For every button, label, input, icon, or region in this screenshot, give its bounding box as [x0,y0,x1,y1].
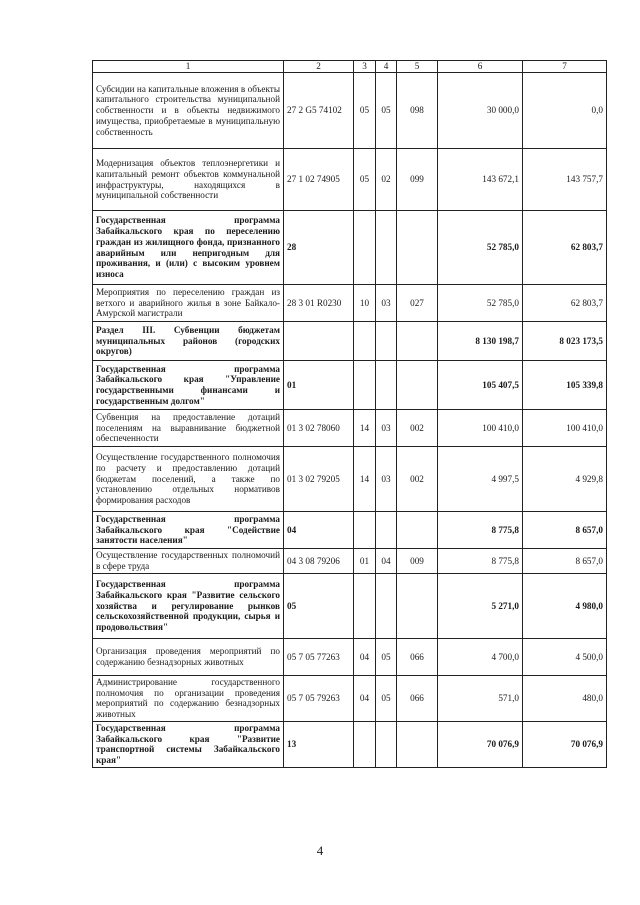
amount-cell-col6: 52 785,0 [438,285,523,322]
page-number: 4 [316,843,324,858]
subsection-cell: 02 [376,149,397,211]
budget-table [92,60,607,768]
item-name-cell: Субсидии на капитальные вложения в объекты капитального строительства муниципальной собственности и в объекты недвижимого имущества, приобретаемые в муниципальную собственность [93,73,284,149]
table-row [93,676,607,722]
section-cell [354,512,376,549]
amount-cell-col6: 52 785,0 [438,211,523,285]
subsection-cell: 03 [376,410,397,447]
amount-cell-col6: 8 130 198,7 [438,322,523,361]
amount-cell-col7: 62 803,7 [523,285,607,322]
table-row [93,447,607,512]
table-row [93,73,607,149]
section-cell: 01 [354,549,376,574]
section-cell: 05 [354,73,376,149]
amount-cell-col7: 143 757,7 [523,149,607,211]
target-code-cell: 01 3 02 78060 [284,410,354,447]
amount-cell-col7: 4 929,8 [523,447,607,512]
amount-cell-col7: 62 803,7 [523,211,607,285]
expense-type-cell [397,361,438,410]
item-name-cell: Осуществление государственного полномочия по расчету и предоставлению дотаций бюджетам поселений, а также по установлению отдельных нормативов формирования расходов [93,447,284,512]
target-code-cell: 13 [284,721,354,767]
header-cell: 4 [376,61,397,73]
table-row [93,149,607,211]
amount-cell-col6: 70 076,9 [438,721,523,767]
amount-cell-col6: 8 775,8 [438,549,523,574]
section-cell: 14 [354,447,376,512]
subsection-cell [376,574,397,639]
subsection-cell [376,512,397,549]
amount-cell-col6: 4 997,5 [438,447,523,512]
target-code-cell: 27 2 G5 74102 [284,73,354,149]
expense-type-cell: 099 [397,149,438,211]
item-name-cell: Модернизация объектов теплоэнергетики и капитальный ремонт объектов коммунальной инфраструктуры, находящихся в муниципальной собственности [93,149,284,211]
header-cell: 6 [438,61,523,73]
section-cell: 14 [354,410,376,447]
item-name-cell: Администрирование государственного полномочия по организации проведения мероприятий по содержанию безнадзорных животных [93,676,284,722]
subsection-cell: 04 [376,549,397,574]
section-cell [354,721,376,767]
expense-type-cell: 066 [397,639,438,676]
table-body [93,61,607,768]
amount-cell-col7: 0,0 [523,73,607,149]
target-code-cell: 04 [284,512,354,549]
target-code-cell: 28 [284,211,354,285]
section-cell [354,322,376,361]
target-code-cell: 01 [284,361,354,410]
header-cell: 3 [354,61,376,73]
subsection-cell: 03 [376,447,397,512]
expense-type-cell: 098 [397,73,438,149]
amount-cell-col6: 8 775,8 [438,512,523,549]
section-cell [354,361,376,410]
table-row [93,721,607,767]
table-row [93,211,607,285]
section-cell [354,574,376,639]
header-cell: 5 [397,61,438,73]
subsection-cell [376,361,397,410]
table-row [93,285,607,322]
amount-cell-col6: 4 700,0 [438,639,523,676]
expense-type-cell [397,574,438,639]
item-name-cell: Субвенция на предоставление дотаций поселениям на выравнивание бюджетной обеспеченности [93,410,284,447]
amount-cell-col7: 480,0 [523,676,607,722]
target-code-cell: 27 1 02 74905 [284,149,354,211]
subsection-cell: 05 [376,639,397,676]
target-code-cell: 28 3 01 R0230 [284,285,354,322]
amount-cell-col6: 30 000,0 [438,73,523,149]
amount-cell-col6: 105 407,5 [438,361,523,410]
expense-type-cell: 002 [397,410,438,447]
section-cell: 04 [354,639,376,676]
expense-type-cell: 002 [397,447,438,512]
amount-cell-col7: 100 410,0 [523,410,607,447]
expense-type-cell: 066 [397,676,438,722]
expense-type-cell: 009 [397,549,438,574]
subsection-cell: 05 [376,73,397,149]
section-cell: 04 [354,676,376,722]
target-code-cell: 01 3 02 79205 [284,447,354,512]
amount-cell-col7: 8 657,0 [523,549,607,574]
target-code-cell: 05 [284,574,354,639]
amount-cell-col7: 8 657,0 [523,512,607,549]
subsection-cell [376,211,397,285]
section-cell [354,211,376,285]
item-name-cell: Государственная программа Забайкальского края "Управление государственными финансами и государственным долгом" [93,361,284,410]
item-name-cell: Организация проведения мероприятий по содержанию безнадзорных животных [93,639,284,676]
expense-type-cell [397,721,438,767]
subsection-cell: 05 [376,676,397,722]
item-name-cell: Государственная программа Забайкальского края "Развитие сельского хозяйства и регулирование рынков сельскохозяйственной продукции, сырья и продовольствия" [93,574,284,639]
table-row [93,639,607,676]
target-code-cell: 05 7 05 77263 [284,639,354,676]
target-code-cell: 05 7 05 79263 [284,676,354,722]
table-row [93,361,607,410]
subsection-cell [376,721,397,767]
table-row [93,512,607,549]
table-row [93,322,607,361]
amount-cell-col6: 100 410,0 [438,410,523,447]
item-name-cell: Государственная программа Забайкальского края по переселению граждан из жилищного фонда, признанного аварийным или непригодным для проживания, и (или) с высоким уровнем износа [93,211,284,285]
expense-type-cell: 027 [397,285,438,322]
amount-cell-col7: 70 076,9 [523,721,607,767]
section-cell: 10 [354,285,376,322]
amount-cell-col7: 105 339,8 [523,361,607,410]
table-header-row [93,61,607,73]
section-cell: 05 [354,149,376,211]
table-row [93,410,607,447]
target-code-cell: 04 3 08 79206 [284,549,354,574]
table-row [93,574,607,639]
subsection-cell [376,322,397,361]
amount-cell-col7: 4 500,0 [523,639,607,676]
header-cell: 1 [93,61,284,73]
amount-cell-col7: 8 023 173,5 [523,322,607,361]
item-name-cell: Государственная программа Забайкальского края "Содействие занятости населения" [93,512,284,549]
amount-cell-col6: 571,0 [438,676,523,722]
amount-cell-col6: 5 271,0 [438,574,523,639]
table-row [93,549,607,574]
item-name-cell: Осуществление государственных полномочий в сфере труда [93,549,284,574]
item-name-cell: Раздел III. Субвенции бюджетам муниципальных районов (городских округов) [93,322,284,361]
amount-cell-col7: 4 980,0 [523,574,607,639]
item-name-cell: Государственная программа Забайкальского края "Развитие транспортной системы Забайкальского края" [93,721,284,767]
header-cell: 2 [284,61,354,73]
expense-type-cell [397,512,438,549]
item-name-cell: Мероприятия по переселению граждан из ветхого и аварийного жилья в зоне Байкало-Амурской магистрали [93,285,284,322]
expense-type-cell [397,322,438,361]
target-code-cell [284,322,354,361]
subsection-cell: 03 [376,285,397,322]
amount-cell-col6: 143 672,1 [438,149,523,211]
header-cell: 7 [523,61,607,73]
expense-type-cell [397,211,438,285]
